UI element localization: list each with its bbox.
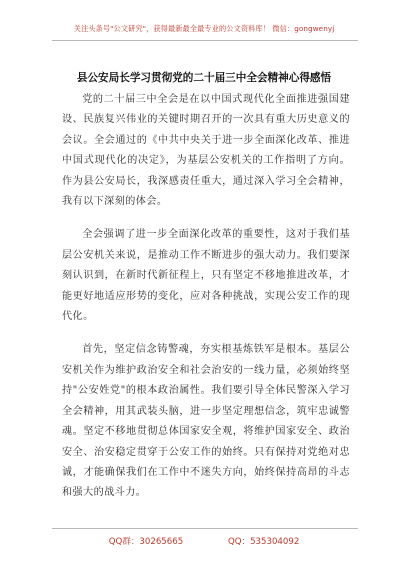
footer-qq-group: QQ群：30265665	[108, 537, 184, 547]
document-title: 县公安局长学习贯彻党的二十届三中全会精神心得感悟	[76, 72, 332, 84]
document-body	[62, 90, 350, 517]
footer-contact	[0, 535, 408, 547]
body-paragraph-3: 首先，坚定信念铸警魂，夯实根基炼铁军是根本。基层公安机关作为维护政治安全和社会治安的一线力量，必须始终坚持"公安姓党"的根本政治属性。我们要引导全体民警深入学习全会精神，用其武装头脑，进一步坚定理想信念，筑牢忠诚警魂。坚定不移地贯彻总体国家安全观，将维护国家安全、政治安全、治安稳定贯穿于公安工作的始终。只有保持对党绝对忠诚，才能确保我们在工作中不迷失方向，始终保持高昂的斗志和强大的战斗力。	[62, 344, 350, 499]
body-paragraph-2: 全会强调了进一步全面深化改革的重要性，这对于我们基层公安机关来说，是推动工作不断进步的强大动力。我们要深刻认识到，在新时代新征程上，只有坚定不移地推进改革，才能更好地适应形势的变化，应对各种挑战，实现公安工作的现代化。	[62, 229, 350, 323]
footer-qq: QQ：535304092	[227, 537, 300, 547]
body-paragraph-1: 党的二十届三中全会是在以中国式现代化全面推进强国建设、民族复兴伟业的关键时期召开的一次具有重大历史意义的会议。全会通过的《中共中央关于进一步全面深化改革、推进中国式现代化的决定》，为基层公安机关的工作指明了方向。作为县公安局长，我深感责任重大，通过深入学习全会精神，我有以下深刻的体会。	[62, 94, 350, 208]
header-divider	[52, 40, 358, 41]
footer-divider	[52, 528, 358, 529]
header-promo-note: 关注头条号"公文研究"，获得最新最全最专业的公文资料库！ 微信：gongwenyj	[73, 24, 335, 33]
